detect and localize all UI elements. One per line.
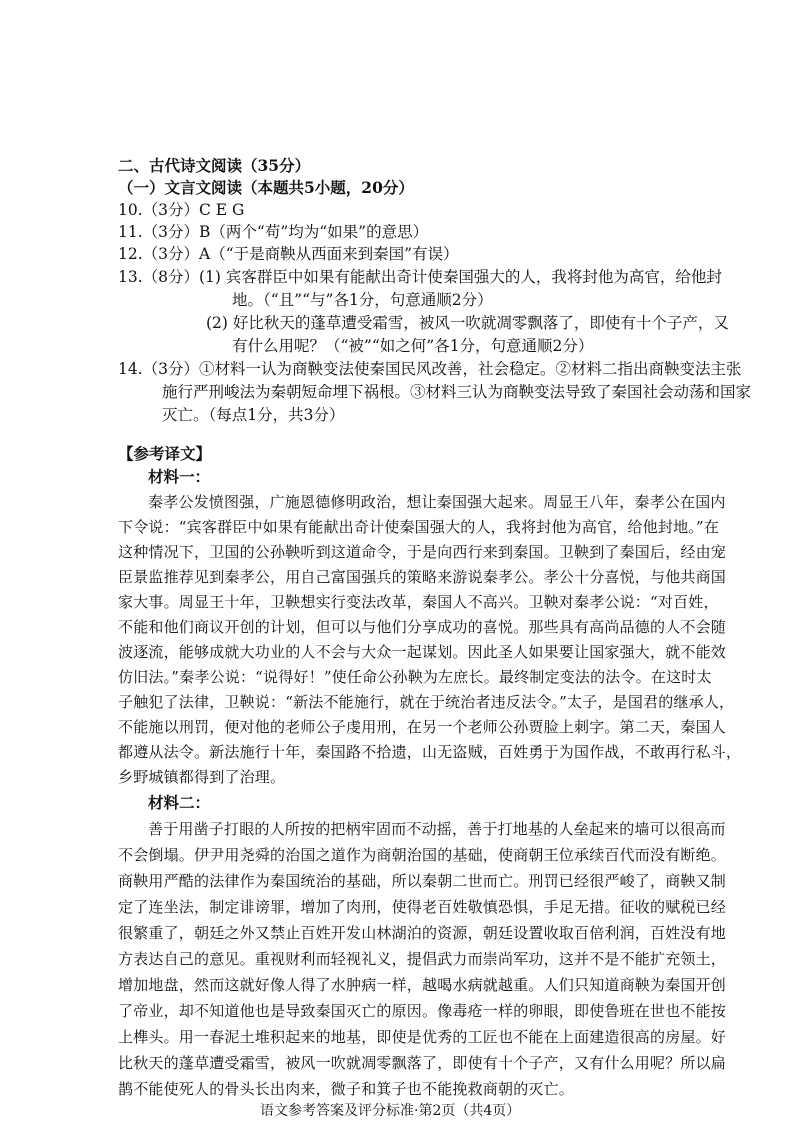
answer-q11: 11.（3分）B（两个“苟”均为“如果”的意思） [118, 223, 429, 241]
page-footer: 语文参考答案及评分标准·第2页（共4页） [260, 1103, 521, 1119]
answer-q13-line: 地。（“且”“与”各1分，句意通顺2分） [232, 291, 493, 309]
translation-line: 家大事。周显王十年，卫鞅想实行变法改革，秦国人不高兴。卫鞅对秦孝公说：“对百姓， [118, 593, 719, 611]
section-title: 二、古代诗文阅读（35分） [118, 156, 311, 175]
translation-line: 秦孝公发愤图强，广施恩德修明政治，想让秦国强大起来。周显王八年，秦孝公在国内 [148, 493, 726, 511]
translation-line: 不能和他们商议开创的计划，但可以与他们分享成功的喜悦。那些具有高尚品德的人不会随 [118, 618, 727, 636]
translation-line: 方表达自己的意见。重视财利而轻视礼义，提倡武力而崇尚军功，这并不是不能扩充领土， [118, 950, 727, 968]
translation-line: 比秋天的蓬草遭受霜雪，被风一吹就凋零飘落了，即使有十个子产，又有什么用呢？所以扁 [118, 1054, 727, 1072]
translation-line: 下令说：“宾客群臣中如果有能献出奇计使秦国强大的人，我将封他为高官，给他封地。”在 [118, 518, 720, 536]
material-label: 材料二： [148, 793, 211, 812]
translation-line: 都遵从法令。新法施行十年，秦国路不拾遗，山无盗贼，百姓勇于为国作战，不敢再行私斗， [118, 743, 742, 761]
translation-line: 不会倒塌。伊尹用尧舜的治国之道作为商朝治国的基础，使商朝王位承续百代而没有断绝。 [118, 846, 727, 864]
translation-line: 商鞅用严酷的法律作为秦国统治的基础，所以秦朝二世而亡。刑罚已经很严峻了，商鞅又制 [118, 872, 727, 890]
translation-line: 鹊不能使死人的骨头长出肉来，微子和箕子也不能挽救商朝的灭亡。 [118, 1080, 575, 1098]
answer-q12: 12.（3分）A（“于是商鞅从西面来到秦国”有误） [118, 245, 459, 263]
translation-line: 很繁重了，朝廷之外又禁止百姓开发山林湖泊的资源，朝廷设置收取百倍利润，百姓没有地 [118, 924, 727, 942]
translation-line: 臣景监推荐见到秦孝公，用自己富国强兵的策略来游说秦孝公。孝公十分喜悦，与他共商国 [118, 568, 727, 586]
translation-line: 上榫头。用一春泥土堆积起来的地基，即使是优秀的工匠也不能在上面建造很高的房屋。好 [118, 1028, 727, 1046]
section-subtitle: （一）文言文阅读（本题共5小题，20分） [118, 178, 414, 197]
answer-q13-line: 13.（8分）(1) 宾客群臣中如果有能献出奇计使秦国强大的人，我将封他为高官，给他封 [118, 268, 722, 286]
answer-q14-line: 施行严刑峻法为秦朝短命埋下祸根。③材料三认为商鞅变法导致了秦国社会动荡和国家 [162, 383, 752, 401]
translation-line: 不能施以刑罚，便对他的老师公子虔用刑，在另一个老师公孙贾脸上刺字。第二天，秦国人 [118, 718, 727, 736]
answer-q13-line: (2) 好比秋天的蓬草遭受霜雪，被风一吹就凋零飘落了，即使有十个子产，又 [206, 314, 729, 332]
translation-line: 仿旧法。”秦孝公说：“说得好！”使任命公孙鞅为左庶长。最终制定变法的法令。在这时太 [118, 668, 712, 686]
answer-q10: 10.（3分）C E G [118, 201, 245, 219]
answer-q13-line: 有什么用呢？（“被”“如之何”各1分，句意通顺2分） [232, 337, 594, 355]
answer-q14-line: 14.（3分）①材料一认为商鞅变法使秦国民风改善，社会稳定。②材料二指出商鞅变法主张 [118, 360, 742, 378]
translation-line: 善于用凿子打眼的人所按的把柄牢固而不动摇，善于打地基的人垒起来的墙可以很高而 [148, 820, 726, 838]
material-label: 材料一： [148, 467, 211, 486]
translation-line: 定了连坐法，制定诽谤罪，增加了肉刑，使得老百姓敬慎恐惧，手足无措。征收的赋税已经 [118, 898, 727, 916]
translation-line: 乡野城镇都得到了治理。 [118, 768, 286, 786]
translation-line: 增加地盘，然而这就好像人得了水肿病一样，越喝水病就越重。人们只知道商鞅为秦国开创 [118, 976, 727, 994]
translation-line: 这种情况下，卫国的公孙鞅听到这道命令，于是向西行来到秦国。卫鞅到了秦国后，经由宠 [118, 543, 727, 561]
answer-q14-line: 灭亡。（每点1分，共3分） [162, 406, 345, 424]
translation-line: 了帝业，却不知道他也是导致秦国灭亡的原因。像毒疮一样的卵眼，即使鲁班在世也不能按 [118, 1002, 727, 1020]
translation-line: 波逐流，能够成就大功业的人不会与大众一起谋划。因此圣人如果要让国家强大，就不能效 [118, 643, 727, 661]
translation-line: 子触犯了法律，卫鞅说：“新法不能施行，就在于统治者违反法令。”太子，是国君的继承人， [118, 693, 735, 711]
translation-heading: 【参考译文】 [118, 444, 212, 463]
